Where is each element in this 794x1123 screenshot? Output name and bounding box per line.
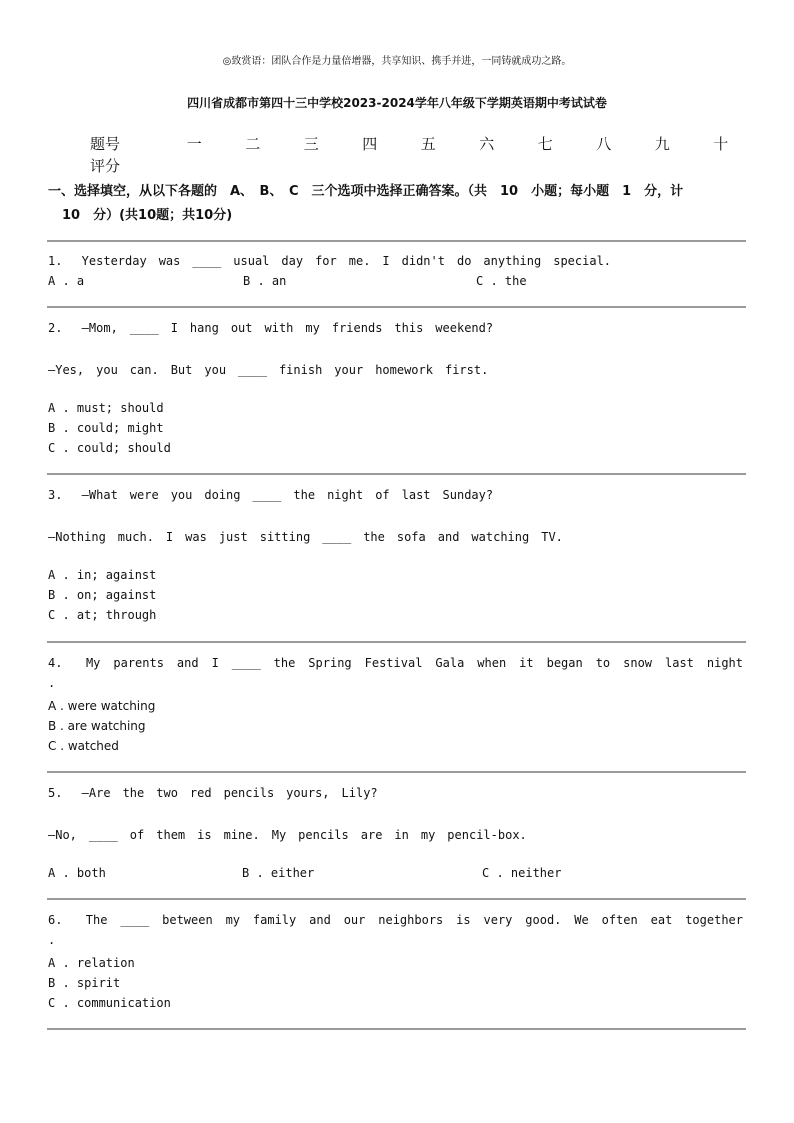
motto-line: ◎致赏语：团队合作是力量倍增器，共享知识、携手并进，一同铸就成功之路。 bbox=[222, 56, 572, 67]
option-c: C . neither bbox=[482, 866, 562, 880]
option-c: C . watched bbox=[48, 739, 119, 753]
option-a: A . must; should bbox=[48, 401, 164, 415]
divider bbox=[47, 1028, 746, 1030]
divider bbox=[47, 898, 746, 900]
option-b: B . spirit bbox=[48, 976, 121, 990]
option-a: A . were watching bbox=[48, 699, 156, 713]
question-stem-end: . bbox=[48, 676, 56, 690]
score-column: 三 bbox=[303, 134, 319, 153]
section-heading-line2: 10 分）(共10题；共10分) bbox=[62, 208, 233, 223]
option-b: B . could; might bbox=[48, 421, 164, 435]
score-column: 七 bbox=[537, 134, 553, 153]
question-stem: 3. —What were you doing ____ the night of last Sunday? bbox=[48, 488, 494, 502]
question-reply: —Nothing much. I was just sitting ____ the sofa and watching TV. bbox=[48, 530, 563, 544]
divider bbox=[47, 240, 746, 242]
option-b: B . an bbox=[243, 274, 287, 288]
divider bbox=[47, 771, 746, 773]
score-label: 评分 bbox=[90, 156, 121, 175]
score-column: 二 bbox=[245, 134, 261, 153]
divider bbox=[47, 306, 746, 308]
question-stem: 6. The ____ between my family and our neighbors is very good. We often eat together bbox=[48, 913, 743, 927]
question-reply: —Yes, you can. But you ____ finish your homework first. bbox=[48, 363, 489, 377]
score-column: 九 bbox=[654, 134, 670, 153]
score-column: 八 bbox=[596, 134, 612, 153]
option-c: C . the bbox=[476, 274, 527, 288]
question-reply: —No, ____ of them is mine. My pencils are in my pencil-box. bbox=[48, 828, 527, 842]
question-stem-end: . bbox=[48, 933, 56, 947]
option-a: A . both bbox=[48, 866, 106, 880]
question-stem: 2. —Mom, ____ I hang out with my friends this weekend? bbox=[48, 321, 494, 335]
divider bbox=[47, 473, 746, 475]
option-a: A . in; against bbox=[48, 568, 157, 582]
option-a: A . a bbox=[48, 274, 85, 288]
score-column: 十 bbox=[713, 134, 729, 153]
score-column: 五 bbox=[420, 134, 436, 153]
option-b: B . either bbox=[242, 866, 315, 880]
question-stem: 1. Yesterday was ____ usual day for me. I didn't do anything special. bbox=[48, 254, 612, 268]
option-b: B . on; against bbox=[48, 588, 157, 602]
score-row-grade bbox=[90, 154, 750, 176]
option-a: A . relation bbox=[48, 956, 135, 970]
score-column: 四 bbox=[362, 134, 378, 153]
question-stem: 5. —Are the two red pencils yours, Lily? bbox=[48, 786, 378, 800]
option-b: B . are watching bbox=[48, 719, 146, 733]
question-stem: 4. My parents and I ____ the Spring Festival Gala when it began to snow last night bbox=[48, 656, 743, 670]
score-row-number bbox=[90, 132, 750, 154]
score-column: 六 bbox=[479, 134, 495, 153]
section-heading bbox=[48, 180, 748, 228]
exam-title: 四川省成都市第四十三中学校2023-2024学年八年级下学期英语期中考试试卷 bbox=[187, 96, 607, 110]
section-heading-line1: 一、选择填空，从以下各题的 A、 B、 C 三个选项中选择正确答案。（共 10 小题；每小题 1 分，计 bbox=[48, 184, 684, 199]
divider bbox=[47, 641, 746, 643]
score-column: 一 bbox=[186, 134, 202, 153]
option-c: C . communication bbox=[48, 996, 171, 1010]
score-table bbox=[90, 132, 750, 176]
option-c: C . at; through bbox=[48, 608, 157, 622]
option-c: C . could; should bbox=[48, 441, 171, 455]
question-number-label: 题号 bbox=[90, 134, 121, 153]
score-columns bbox=[165, 133, 750, 154]
